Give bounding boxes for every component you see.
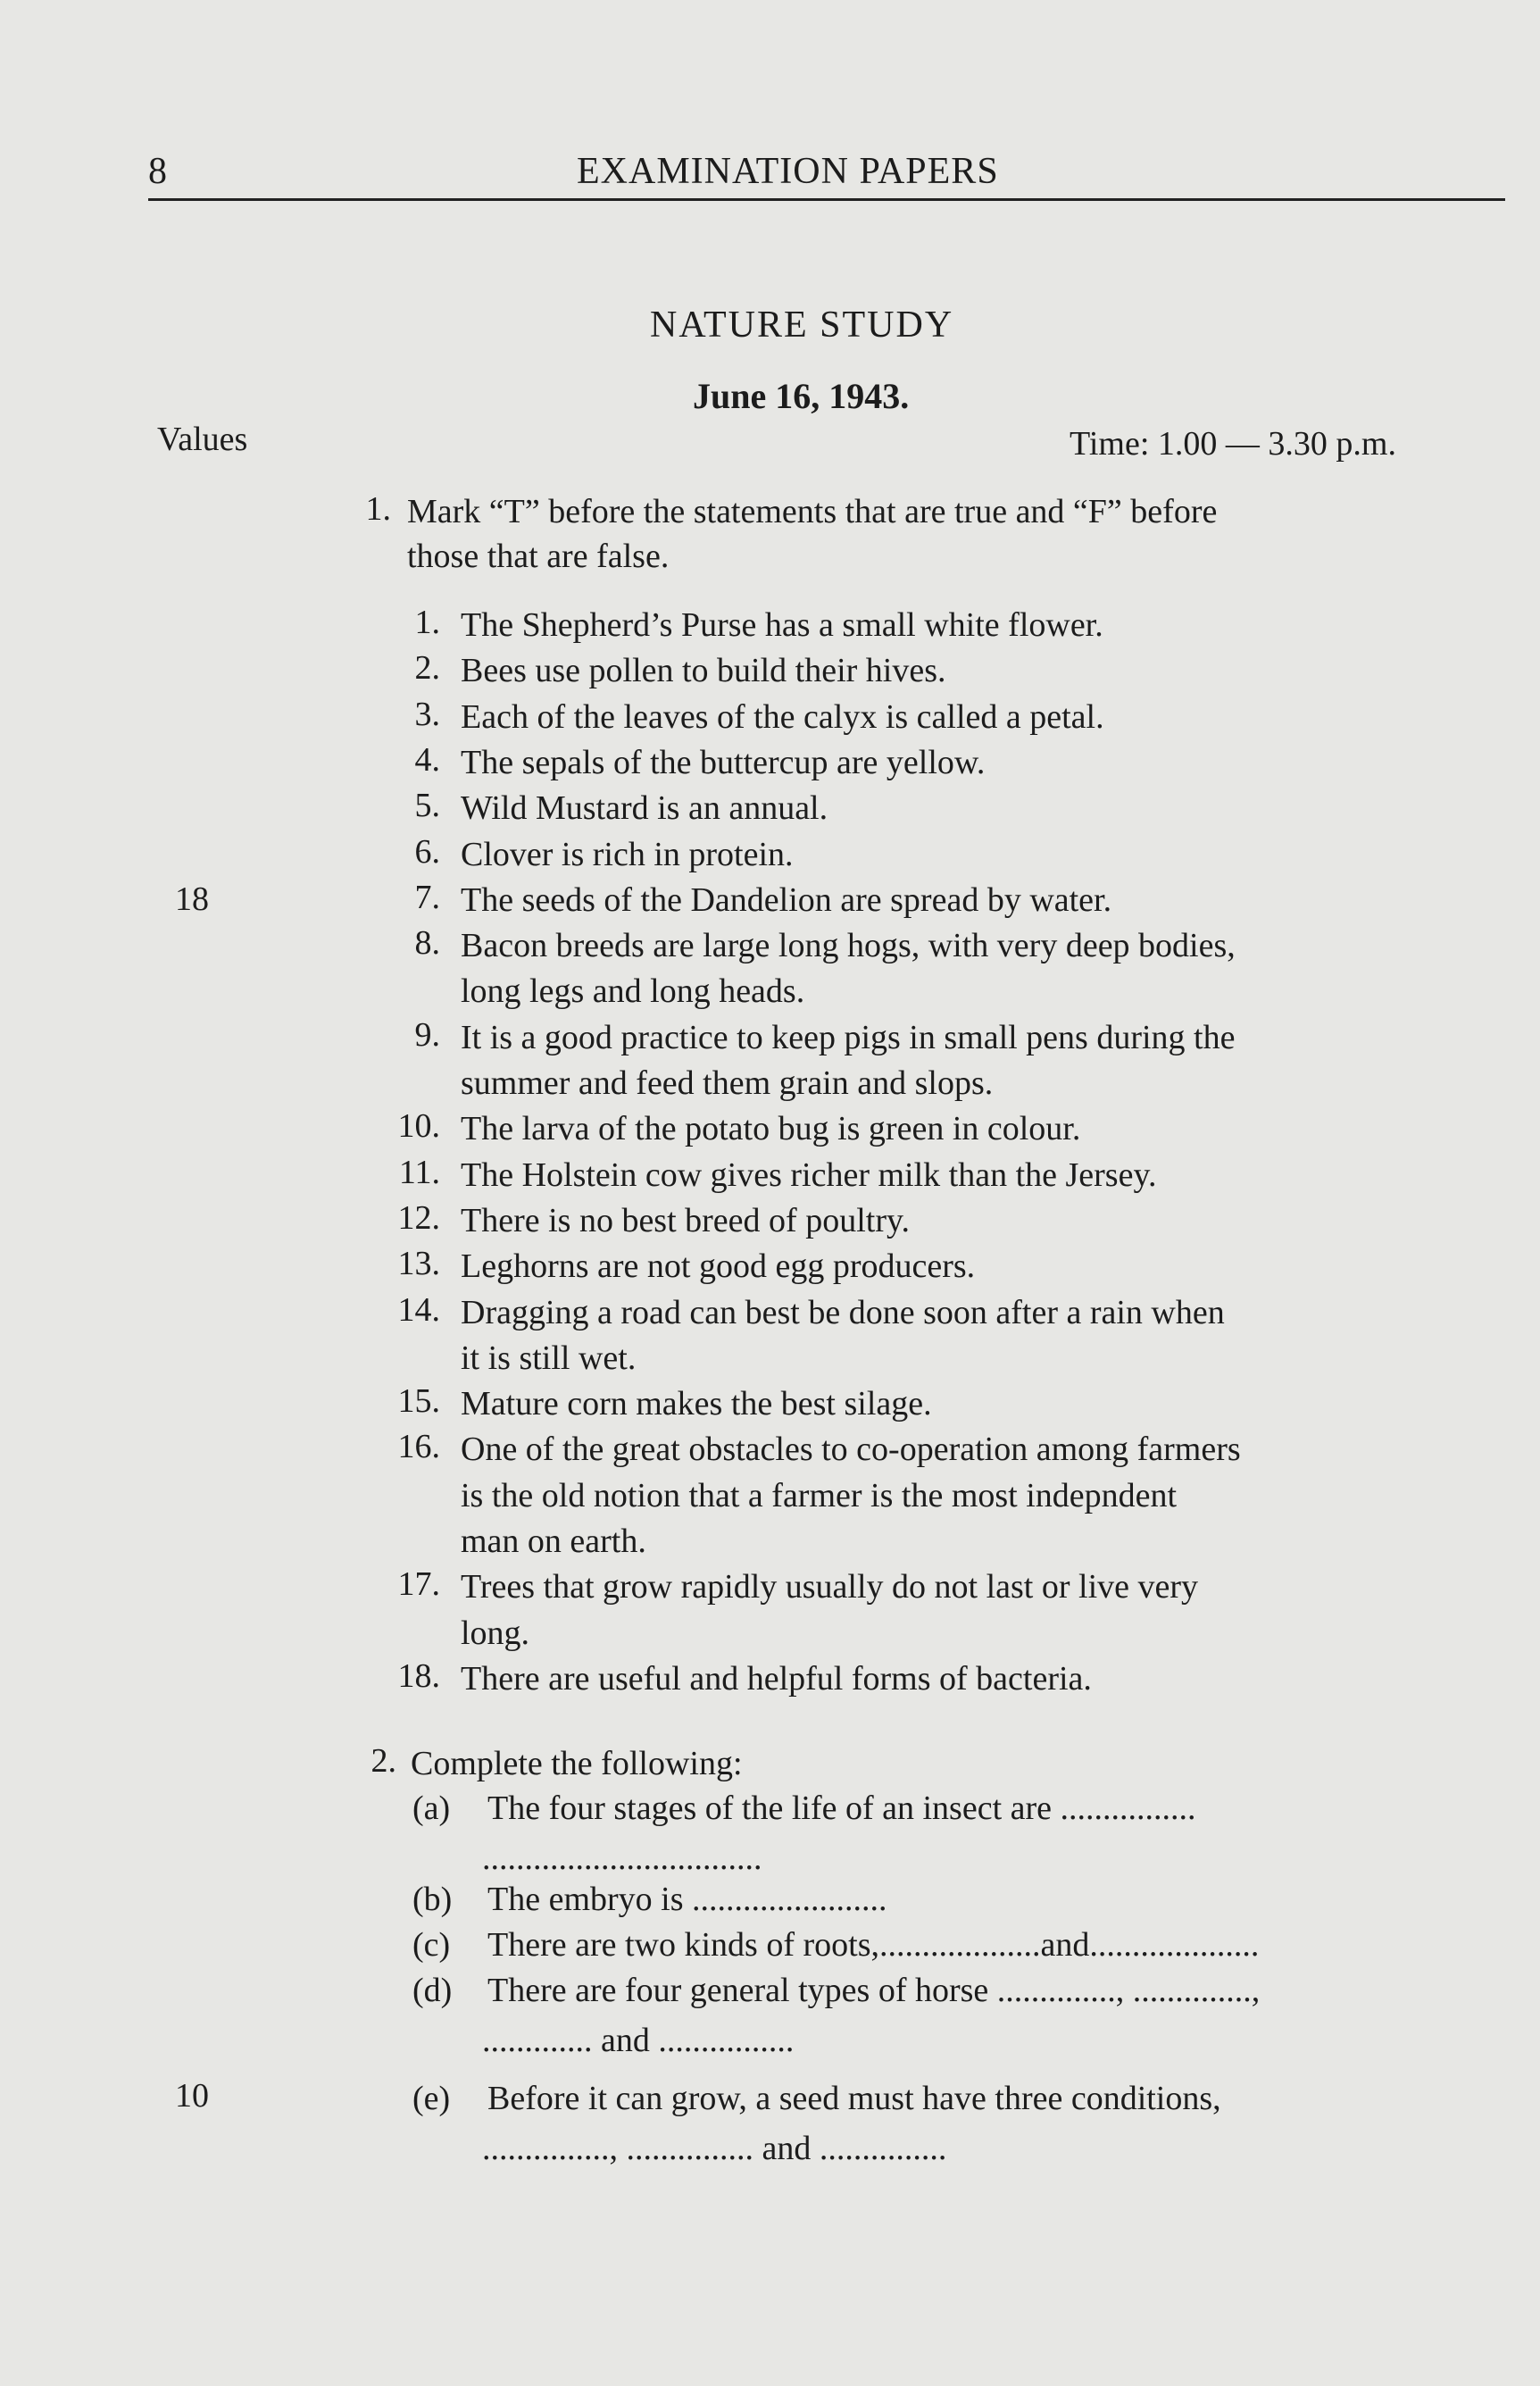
statement-number: 8. [414,924,440,963]
values-label: Values [157,421,248,458]
statement-text: it is still wet. [461,1339,637,1377]
statement-text: summer and feed them grain and slops. [461,1064,994,1102]
question-2-prompt: Complete the following: [411,1745,743,1782]
completion-text: The four stages of the life of an insect are ................ [487,1790,1196,1827]
statement-text: The sepals of the buttercup are yellow. [461,743,986,781]
statement-text: The Shepherd’s Purse has a small white flower. [461,606,1103,644]
question-1-number: 1. [365,490,391,528]
statement-text: There are useful and helpful forms of bacteria. [461,1659,1092,1698]
statement-text: It is a good practice to keep pigs in small pens during the [461,1018,1236,1056]
exam-date: June 16, 1943. [693,376,910,416]
page-number: 8 [148,151,167,192]
statement-number: 17. [397,1565,440,1604]
statement-text: The larva of the potato bug is green in colour. [461,1110,1081,1148]
completion-text: ..............., ............... and ............... [482,2130,947,2167]
statement-text: Mature corn makes the best silage. [461,1385,932,1423]
statement-text: Bees use pollen to build their hives. [461,652,946,690]
running-header: EXAMINATION PAPERS [577,151,999,192]
statement-text: Clover is rich in protein. [461,835,794,873]
statement-text: is the old notion that a farmer is the most indepndent [461,1476,1178,1514]
completion-label: (b) [412,1881,453,1918]
exam-time: Time: 1.00 — 3.30 p.m. [1070,425,1396,463]
header-rule [148,198,1505,201]
statement-number: 2. [414,649,440,688]
question-1-prompt-line: those that are false. [407,538,670,575]
completion-text: ................................. [482,1840,762,1877]
question-2-number: 2. [370,1742,396,1780]
question-2-value: 10 [175,2077,209,2115]
statement-number: 12. [397,1198,440,1237]
statement-number: 10. [397,1107,440,1146]
statement-number: 9. [414,1015,440,1054]
completion-text: There are two kinds of roots,...................and.................... [487,1926,1260,1964]
statement-text: man on earth. [461,1523,646,1560]
completion-label: (c) [412,1926,451,1964]
statement-text: There is no best breed of poultry. [461,1201,910,1239]
statement-text: Trees that grow rapidly usually do not last or live very [461,1568,1199,1606]
completion-label: (e) [412,2080,451,2117]
statement-number: 18. [397,1656,440,1695]
statement-number: 6. [414,832,440,871]
completion-text: There are four general types of horse .............., .............., [487,1972,1261,2009]
question-1-value: 18 [175,880,209,918]
completion-text: ............. and ................ [482,2022,795,2059]
statement-text: Wild Mustard is an annual. [461,789,828,828]
statement-text: Dragging a road can best be done soon after a rain when [461,1293,1225,1331]
statement-text: long legs and long heads. [461,972,805,1011]
statement-number: 3. [414,695,440,733]
completion-text: The embryo is ....................... [487,1881,887,1918]
statement-text: Bacon breeds are large long hogs, with very deep bodies, [461,927,1236,965]
statement-number: 13. [397,1245,440,1283]
subject-title: NATURE STUDY [650,305,954,346]
statement-number: 5. [414,787,440,825]
statement-number: 4. [414,740,440,779]
statement-number: 1. [414,604,440,641]
statement-text: One of the great obstacles to co-operation among farmers [461,1431,1241,1469]
statement-text: The seeds of the Dandelion are spread by water. [461,880,1112,919]
completion-label: (d) [412,1972,453,2009]
statement-number: 15. [397,1382,440,1421]
statement-number: 11. [398,1153,440,1191]
completion-text: Before it can grow, a seed must have three conditions, [487,2080,1221,2117]
statement-number: 7. [414,878,440,916]
question-1-prompt-line: Mark “T” before the statements that are true and “F” before [407,493,1218,530]
statement-number: 16. [397,1428,440,1466]
statement-text: Each of the leaves of the calyx is called a petal. [461,697,1104,736]
statement-text: The Holstein cow gives richer milk than the Jersey. [461,1155,1157,1194]
completion-label: (a) [412,1790,451,1827]
statement-text: long. [461,1614,530,1652]
statement-number: 14. [397,1290,440,1329]
statement-text: Leghorns are not good egg producers. [461,1247,976,1286]
